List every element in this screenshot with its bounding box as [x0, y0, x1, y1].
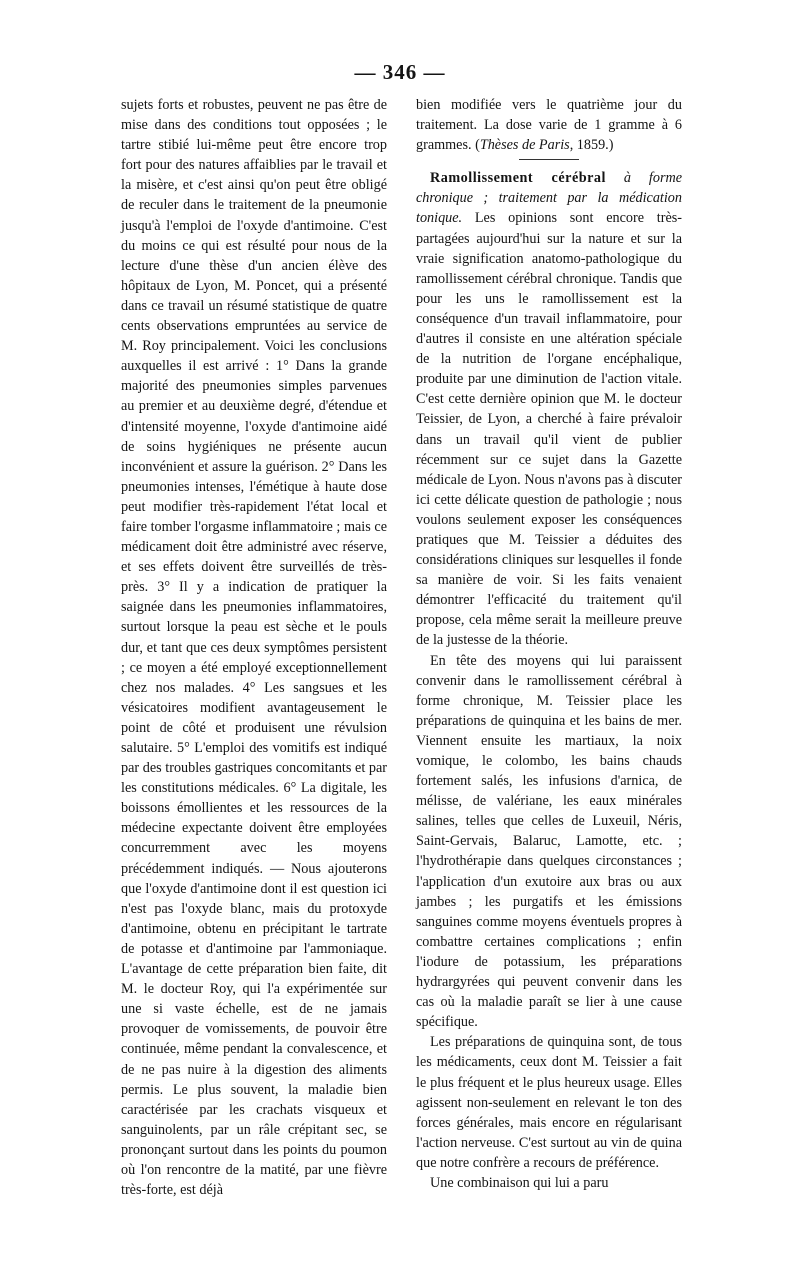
left-column — [121, 95, 387, 1200]
section-divider — [519, 159, 579, 160]
continuation-source: Thèses de Paris — [479, 137, 570, 154]
article-heading: Ramollissement cérébral — [430, 170, 606, 187]
article-first-paragraph — [416, 168, 682, 650]
continuation-text: bien modifiée vers le quatrième jour du traitement. La dose varie de 1 gramme à 6 grammes. ( — [416, 97, 682, 154]
continuation-year: , 1859.) — [569, 137, 614, 154]
continuation-paragraph — [416, 95, 682, 155]
article-paragraph-4: Une combinaison qui lui a paru — [430, 1174, 609, 1191]
left-column-paragraph: sujets forts et robustes, peuvent ne pas être de mise dans des conditions tout opposées ; le tartre stibié lui-même peut être encore trop fort pour des natures affaiblies par le travail et la misère, et c'est ainsi qu'on peut être obligé de reculer dans le traitement de la pneumonie jusqu'à l'emploi de l'oxyde d'antimoine. C'est du moins ce qui est résulté pour nous de la lecture d'une thèse d'un ancien élève des hôpitaux de Lyon, M. Poncet, qui a présenté dans ce travail un résumé statistique de quatre cents observations empruntées au service de M. Roy principalement. Voici les conclusions auxquelles il est arrivé : 1° Dans la grande majorité des pneumonies simples parvenues au premier et au deuxième degré, d'étendue et d'intensité moyenne, l'oxyde d'antimoine aidé de soins hygiéniques ne présente aucun inconvénient et assure la guérison. 2° Dans les pneumonies intenses, l'émétique à haute dose peut modifier très-rapidement l'état local et faire tomber l'orgasme inflammatoire ; mais ce médicament doit être administré avec réserve, et ses effets doivent être surveillés de très-près. 3° Il y a indication de pratiquer la saignée dans les pneumonies inflammatoires, surtout lorsque la peau est sèche et le pouls dur, et tant que ces deux symptômes persistent ; ce moyen a été employé exceptionnellement chez nos malades. 4° Les sangsues et les vésicatoires modifient avantageusement le point de côté et produisent une révulsion salutaire. 5° L'emploi des vomitifs est indiqué par des troubles gastriques concomitants et par les constitutions médicales. 6° La digitale, les boissons émollientes et les ressources de la médecine expectante doivent être employées concurremment avec les moyens précédemment indiqués. — Nous ajouterons que l'oxyde d'antimoine dont il est question ici n'est pas l'oxyde blanc, mais du protoxyde d'antimoine, obtenu en précipitant le tartrate de potasse et d'antimoine par l'ammoniaque. L'avantage de cette préparation bien faite, dit M. le docteur Roy, qui l'a expérimentée sur une si vaste échelle, est de ne jamais provoquer de vomissements, de pouvoir être continuée, même pendant la convalescence, et de ne pas nuire à la digestion des aliments permis. Le plus souvent, la maladie bien caractérisée par les crachats visqueux et sanguinolents, par un râle crépitant sec, se prononçant surtout dans les points du poumon où l'on rencontre de la matité, par une fièvre très-forte, est déjà — [121, 97, 387, 1199]
article-paragraph-1: Les opinions sont encore très-partagées aujourd'hui sur la nature et sur la vraie signification anatomo-pathologique du ramollissement cérébral chronique. Tandis que pour les uns le ramollissement est la conséquence d'un travail inflammatoire, pour d'autres il consiste en une altération spéciale de la nutrition de l'organe encéphalique, produite par une diminution de l'action vitale. C'est cette dernière opinion que M. le docteur Teissier, de Lyon, a cherché à faire prévaloir dans un travail qu'il vient de publier récemment sur ce sujet dans la Gazette médicale de Lyon. Nous n'avons pas à discuter ici cette délicate question de pathologie ; nous voulons seulement exposer les conséquences pratiques que M. Teissier a déduites des considérations cliniques sur lesquelles il fonde sa manière de voir. Si les faits venaient démontrer l'efficacité du traitement qu'il propose, cela même serait la meilleure preuve de la justesse de la théorie. — [416, 210, 682, 649]
article-subtitle: à forme chronique ; traitement par la médication tonique. — [416, 170, 683, 227]
page-number: — 346 — — [354, 60, 446, 84]
right-column — [416, 95, 682, 1193]
article-paragraph-2: En tête des moyens qui lui paraissent convenir dans le ramollissement cérébral à forme chronique, M. Teissier place les préparations de quinquina et les bains de mer. Viennent ensuite les martiaux, la noix vomique, le colombo, les bains chauds fortement salés, les infusions d'arnica, de mélisse, de valériane, les eaux minérales salines, telles que celles de Luxeuil, Néris, Saint-Gervais, Balaruc, Lamotte, etc. ; l'hydrothérapie dans quelques circonstances ; l'application d'un exutoire aux bras ou aux jambes ; les purgatifs et les émissions sanguines comme moyens éventuels propres à combattre certaines complications ; enfin l'iodure de potassium, les préparations hydrargyrées qui peuvent convenir dans les cas où la maladie paraît se lier à une cause spécifique. — [416, 652, 682, 1031]
article-paragraph-3: Les préparations de quinquina sont, de tous les médicaments, ceux dont M. Teissier a fait le plus fréquent et le plus heureux usage. Elles agissent non-seulement en relevant le ton des forces générales, mais encore en régularisant l'action nerveuse. C'est surtout au vin de quina que notre confrère a recours de préférence. — [416, 1034, 682, 1171]
